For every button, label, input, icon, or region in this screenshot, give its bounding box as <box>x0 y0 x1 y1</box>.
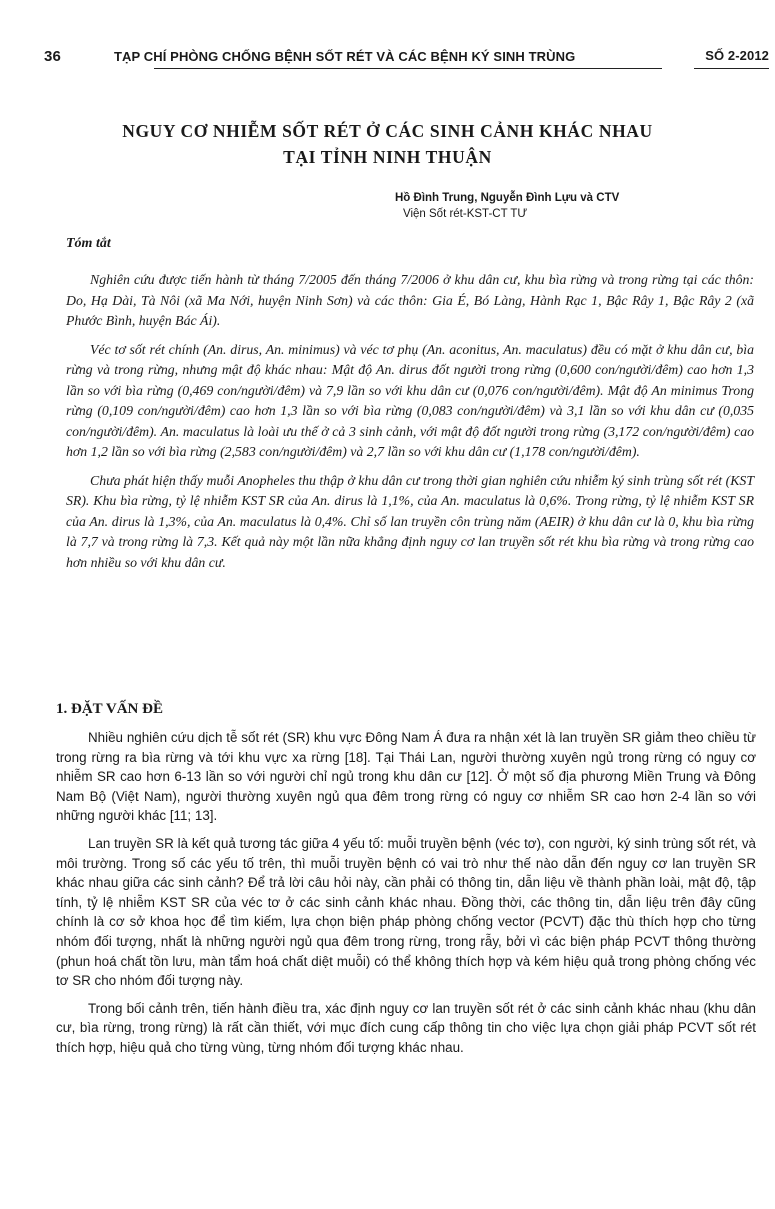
section-heading: 1. ĐẶT VẤN ĐỀ <box>56 701 163 717</box>
title-line-2: TẠI TỈNH NINH THUẬN <box>283 147 492 167</box>
abstract-paragraph: Chưa phát hiện thấy muỗi Anopheles thu thập ở khu dân cư trong thời gian nghiên cứu nhiễm ký sinh trùng sốt rét (KST SR). Khu bìa rừng, tỷ lệ nhiễm KST SR của An. dirus là 1,1%, của An. maculatus là 0,6%. Trong rừng, tỷ lệ nhiễm KST SR của An. dirus là 1,3%, của An. maculatus là 0,4%. Chỉ số lan truyền côn trùng năm (AEIR) ở khu dân cư là 0, khu bìa rừng là 7,7 và trong rừng là 7,3. Kết quả này một lần nữa khẳng định nguy cơ lan truyền sốt rét khu bìa rừng và trong rừng cao hơn nhiều so với khu dân cư. <box>66 472 754 570</box>
header-rule <box>154 68 662 69</box>
page-number: 36 <box>44 48 61 65</box>
body-paragraph: Trong bối cảnh trên, tiến hành điều tra, xác định nguy cơ lan truyền sốt rét ở các sinh cảnh khác nhau (khu dân cư, bìa rừng, trong rừng) là rất cần thiết, với mục đích cung cấp thông tin cho việc lựa chọn giải pháp PCVT sốt rét thích hợp, hiệu quả cho từng vùng, từng nhóm đối tượng khác nhau. <box>56 1000 756 1055</box>
body-paragraph: Nhiều nghiên cứu dịch tễ sốt rét (SR) khu vực Đông Nam Á đưa ra nhận xét là lan truyền SR giảm theo chiều từ trong rừng ra bìa rừng và tới khu vực xa rừng [18]. Tại Thái Lan, người thường xuyên ngủ trong rừng có nguy cơ nhiễm SR cao hơn 6-13 lần so với người chỉ ngủ trong khu dân cư [12]. Ở một số địa phương Miền Trung và Đông Nam Bộ (Việt Nam), người thường xuyên ngủ qua đêm trong rừng có nguy cơ nhiễm SR cao hơn 2-4 lần so với những người khác [11; 13]. <box>56 730 756 824</box>
author-block <box>395 190 765 222</box>
affiliation: Viện Sốt rét-KST-CT TƯ <box>403 208 528 220</box>
body-paragraph: Lan truyền SR là kết quả tương tác giữa 4 yếu tố: muỗi truyền bệnh (véc tơ), con người, ký sinh trùng sốt rét, và môi trường. Trong số các yếu tố trên, thì muỗi truyền bệnh có vai trò như thế nào dẫn đến nguy cơ lan truyền SR khác nhau giữa các sinh cảnh? Để trả lời câu hỏi này, cần phải có thông tin, dẫn liệu về thành phần loài, mật độ, tập tính, tỷ lệ nhiễm KST SR của véc tơ ở các sinh cảnh khác nhau. Đồng thời, các thông tin, dẫn liệu trên đây cũng chính là cơ sở khoa học để tìm kiếm, lựa chọn biện pháp phòng chống vector (PCVT) đặc thù thích hợp cho từng nhóm đối tượng, nhất là những người ngủ qua đêm trong rừng, trong rẫy, bởi vì các biện pháp PCVT thông thường (phun hoá chất tồn lưu, màn tẩm hoá chất diệt muỗi) có thể không thích hợp và kém hiệu quả trong phòng chống véc tơ SR cho nhóm đối tượng này. <box>56 835 756 989</box>
section-body <box>56 728 756 1066</box>
title-line-1: NGUY CƠ NHIỄM SỐT RÉT Ở CÁC SINH CẢNH KHÁC NHAU <box>122 121 653 141</box>
running-header <box>44 44 769 68</box>
abstract-paragraph: Nghiên cứu được tiến hành từ tháng 7/2005 đến tháng 7/2006 ở khu dân cư, khu bìa rừng và trong rừng tại các thôn: Do, Hạ Dài, Tà Nôi (xã Ma Nới, huyện Ninh Sơn) và các thôn: Gia É, Bó Làng, Hành Rạc 1, Bậc Rây 1, Bậc Rây 2 (xã Phước Bình, huyện Bác Ái). <box>66 272 754 328</box>
journal-title: TẠP CHÍ PHÒNG CHỐNG BỆNH SỐT RÉT VÀ CÁC BỆNH KÝ SINH TRÙNG <box>114 49 576 64</box>
abstract-heading: Tóm tắt <box>66 236 111 251</box>
abstract-paragraph: Véc tơ sốt rét chính (An. dirus, An. minimus) và véc tơ phụ (An. aconitus, An. maculatus) đều có mặt ở khu dân cư, bìa rừng và trong rừng, nhưng mật độ khác nhau: Mật độ An. dirus đốt người trong rừng (0,600 con/người/đêm) cao hơn 1,3 lần so với bìa rừng (0,469 con/người/đêm) và 7,9 lần so với khu dân cư (0,076 con/người/đêm). Mật độ An minimus Trong rừng (0,109 con/người/đêm) cao hơn 1,3 lần so với bìa rừng (0,083 con/người/đêm) và 3,1 lần so với khu dân cư (0,035 con/người/đêm). An. maculatus là loài ưu thế ở cả 3 sinh cảnh, với mật độ đốt người trong rừng (3,172 con/người/đêm) cao hơn 1,2 lần so với bìa rừng (2,583 con/người/đêm) và 2,7 lần so với khu dân cư (1,178 con/người/đêm). <box>66 341 754 459</box>
article-title <box>60 118 715 170</box>
abstract <box>66 270 754 581</box>
issue-number: SỐ 2-2012 <box>705 48 769 63</box>
authors: Hồ Đình Trung, Nguyễn Đình Lựu và CTV <box>395 192 620 204</box>
header-rule-right <box>694 68 769 69</box>
